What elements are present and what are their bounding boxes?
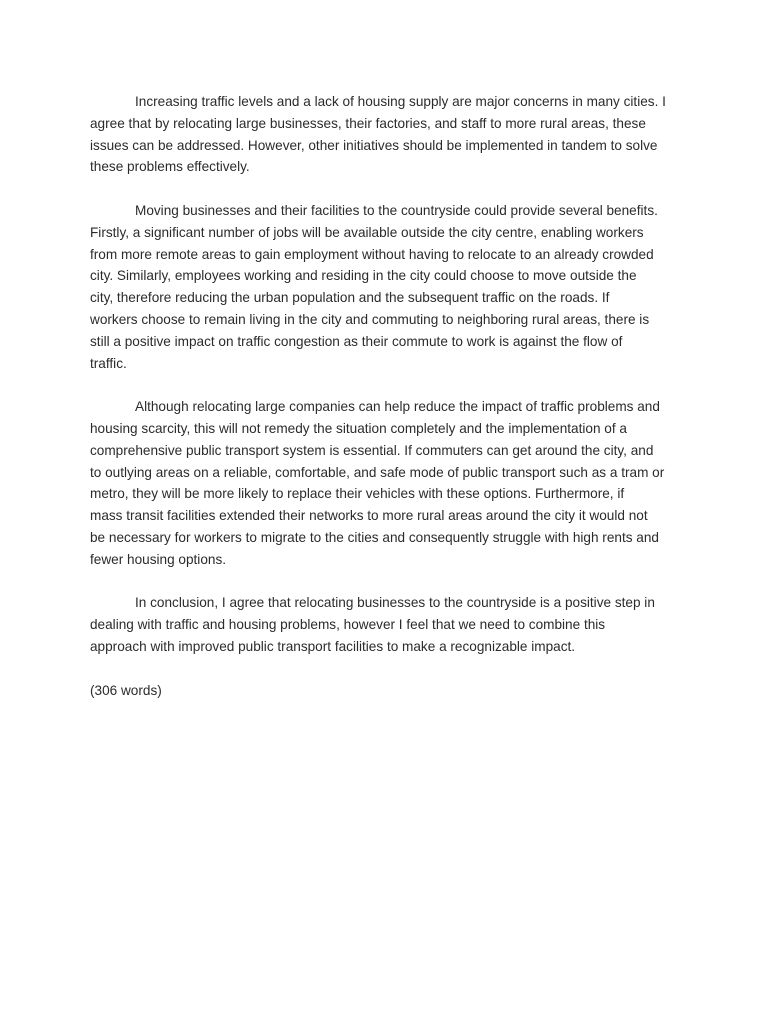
text-line: comprehensive public transport system is essential. If commuters can get around the city, and [90,442,654,458]
text-line: Although relocating large companies can help reduce the impact of traffic problems and [135,399,660,415]
paragraph-conclusion [90,592,680,657]
text-line: be necessary for workers to migrate to the cities and consequently struggle with high rents and [90,529,659,545]
text-line: agree that by relocating large businesses, their factories, and staff to more rural areas, these [90,115,646,131]
paragraph-introduction [90,91,680,178]
text-line: traffic. [90,355,127,371]
text-line: city, therefore reducing the urban population and the subsequent traffic on the roads. If [90,290,610,306]
text-line: Firstly, a significant number of jobs will be available outside the city centre, enabling workers [90,224,644,240]
paragraph-body-1 [90,200,680,374]
text-line: Moving businesses and their facilities to the countryside could provide several benefits. [135,202,658,218]
text-line: issues can be addressed. However, other initiatives should be implemented in tandem to solve [90,137,658,153]
essay-body [90,91,680,701]
paragraph-body-2 [90,396,680,570]
text-line: dealing with traffic and housing problems, however I feel that we need to combine this [90,617,606,633]
text-line: In conclusion, I agree that relocating businesses to the countryside is a positive step in [135,595,655,611]
text-line: from more remote areas to gain employment without having to relocate to an already crowded [90,246,654,262]
text-line: workers choose to remain living in the city and commuting to neighboring rural areas, there is [90,311,650,327]
text-line: still a positive impact on traffic congestion as their commute to work is against the flow of [90,333,623,349]
text-line: to outlying areas on a reliable, comfortable, and safe mode of public transport such as a tram or [90,464,665,480]
text-line: these problems effectively. [90,159,250,175]
text-line: Increasing traffic levels and a lack of housing supply are major concerns in many cities. I [135,94,666,109]
text-line: city. Similarly, employees working and residing in the city could choose to move outside the [90,268,637,284]
word-count: (306 words) [90,682,162,698]
text-line: housing scarcity, this will not remedy the situation completely and the implementation of a [90,420,627,436]
text-line: approach with improved public transport facilities to make a recognizable impact. [90,638,576,654]
text-line: mass transit facilities extended their networks to more rural areas around the city it would not [90,508,648,524]
text-line: metro, they will be more likely to replace their vehicles with these options. Furthermore, if [90,486,625,502]
text-line: fewer housing options. [90,551,227,567]
